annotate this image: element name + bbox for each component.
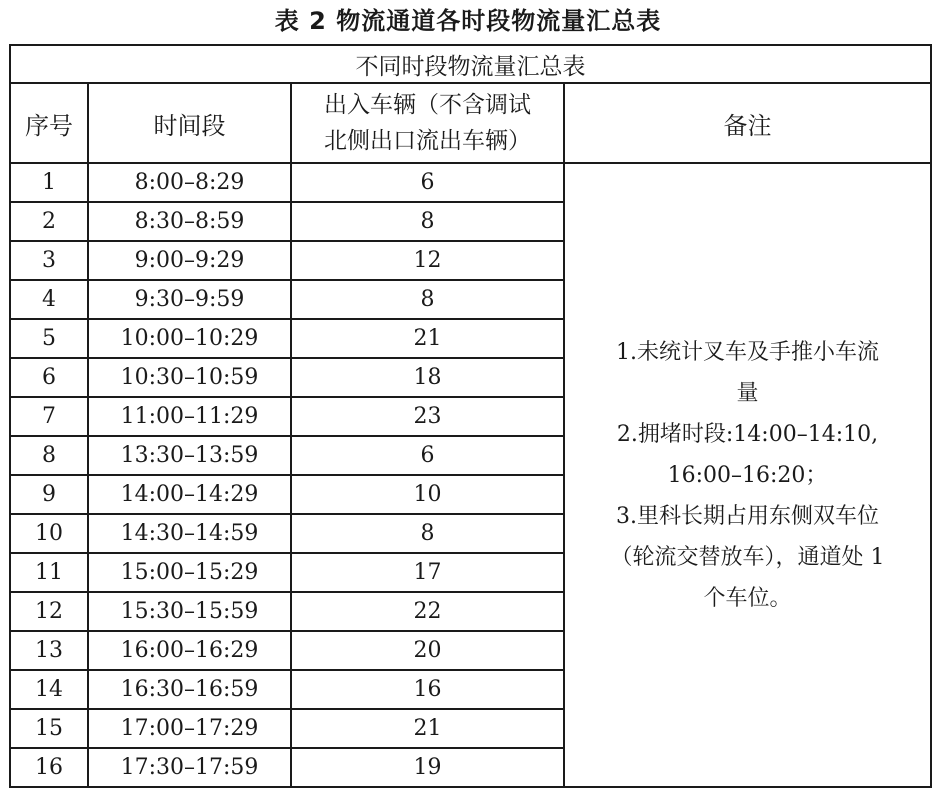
cell-period: 15:00–15:29: [88, 553, 291, 592]
cell-index: 16: [10, 748, 88, 787]
note-line: 1.未统计叉车及手推小车流: [616, 339, 879, 365]
cell-period: 17:00–17:29: [88, 709, 291, 748]
cell-index: 15: [10, 709, 88, 748]
header-vehicles-line1: 出入车辆（不含调试: [324, 92, 531, 118]
cell-vehicles: 21: [291, 319, 564, 358]
note-line: 个车位。: [703, 585, 792, 611]
cell-period: 16:00–16:29: [88, 631, 291, 670]
cell-period: 9:30–9:59: [88, 280, 291, 319]
cell-index: 10: [10, 514, 88, 553]
cell-period: 8:30–8:59: [88, 202, 291, 241]
cell-vehicles: 20: [291, 631, 564, 670]
cell-index: 13: [10, 631, 88, 670]
note-line: 3.里科长期占用东侧双车位: [616, 503, 879, 529]
cell-vehicles: 6: [291, 436, 564, 475]
header-period: 时间段: [88, 83, 291, 163]
cell-vehicles: 21: [291, 709, 564, 748]
cell-period: 14:30–14:59: [88, 514, 291, 553]
header-vehicles: [291, 83, 564, 163]
cell-vehicles: 8: [291, 514, 564, 553]
cell-period: 10:00–10:29: [88, 319, 291, 358]
note-line: 2.拥堵时段:14:00–14:10,: [616, 421, 879, 447]
cell-period: 10:30–10:59: [88, 358, 291, 397]
cell-vehicles: 23: [291, 397, 564, 436]
cell-index: 12: [10, 592, 88, 631]
notes-cell: [564, 163, 931, 787]
table-row: [10, 163, 931, 202]
cell-vehicles: 12: [291, 241, 564, 280]
note-line: （轮流交替放车），通道处 1: [610, 544, 885, 570]
cell-index: 5: [10, 319, 88, 358]
cell-vehicles: 10: [291, 475, 564, 514]
cell-index: 6: [10, 358, 88, 397]
cell-index: 3: [10, 241, 88, 280]
cell-period: 11:00–11:29: [88, 397, 291, 436]
table-caption: 表 2 物流通道各时段物流量汇总表: [274, 7, 662, 35]
note-line: 16:00–16:20；: [667, 462, 828, 488]
cell-index: 4: [10, 280, 88, 319]
cell-period: 15:30–15:59: [88, 592, 291, 631]
table-title: 不同时段物流量汇总表: [10, 45, 931, 83]
header-notes: 备注: [564, 83, 931, 163]
cell-vehicles: 8: [291, 202, 564, 241]
cell-index: 8: [10, 436, 88, 475]
cell-vehicles: 22: [291, 592, 564, 631]
cell-index: 7: [10, 397, 88, 436]
cell-vehicles: 16: [291, 670, 564, 709]
cell-vehicles: 17: [291, 553, 564, 592]
header-vehicles-line2: 北侧出口流出车辆）: [324, 128, 531, 154]
cell-period: 16:30–16:59: [88, 670, 291, 709]
cell-index: 2: [10, 202, 88, 241]
cell-vehicles: 8: [291, 280, 564, 319]
cell-period: 8:00–8:29: [88, 163, 291, 202]
header-index: 序号: [10, 83, 88, 163]
traffic-summary-table: [9, 44, 932, 788]
cell-index: 11: [10, 553, 88, 592]
cell-vehicles: 6: [291, 163, 564, 202]
cell-vehicles: 18: [291, 358, 564, 397]
cell-period: 13:30–13:59: [88, 436, 291, 475]
cell-period: 17:30–17:59: [88, 748, 291, 787]
cell-index: 9: [10, 475, 88, 514]
cell-vehicles: 19: [291, 748, 564, 787]
cell-index: 14: [10, 670, 88, 709]
cell-period: 14:00–14:29: [88, 475, 291, 514]
note-line: 量: [736, 380, 759, 406]
cell-index: 1: [10, 163, 88, 202]
cell-period: 9:00–9:29: [88, 241, 291, 280]
